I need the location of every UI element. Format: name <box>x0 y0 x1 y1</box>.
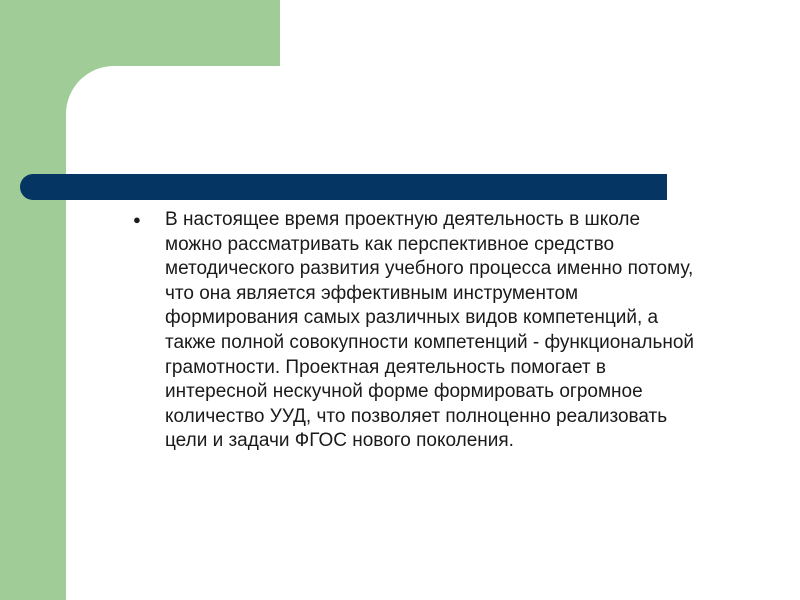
bullet-list-item <box>133 208 788 454</box>
bullet-icon: ● <box>133 212 141 227</box>
bullet-paragraph: В настоящее время проектную деятельность в школе можно рассматривать как перспективное средство методического развития учебного процесса именно потому, что она является эффективным инструментом формирования самых различных видов компетенций, а также полной совокупности компетенций - функциональной грамотности. Проектная деятельность помогает в интересной нескучной форме формировать огромное количество УУД, что позволяет полноценно реализовать цели и задачи ФГОС нового поколения. <box>165 209 695 452</box>
title-bar <box>20 174 667 200</box>
